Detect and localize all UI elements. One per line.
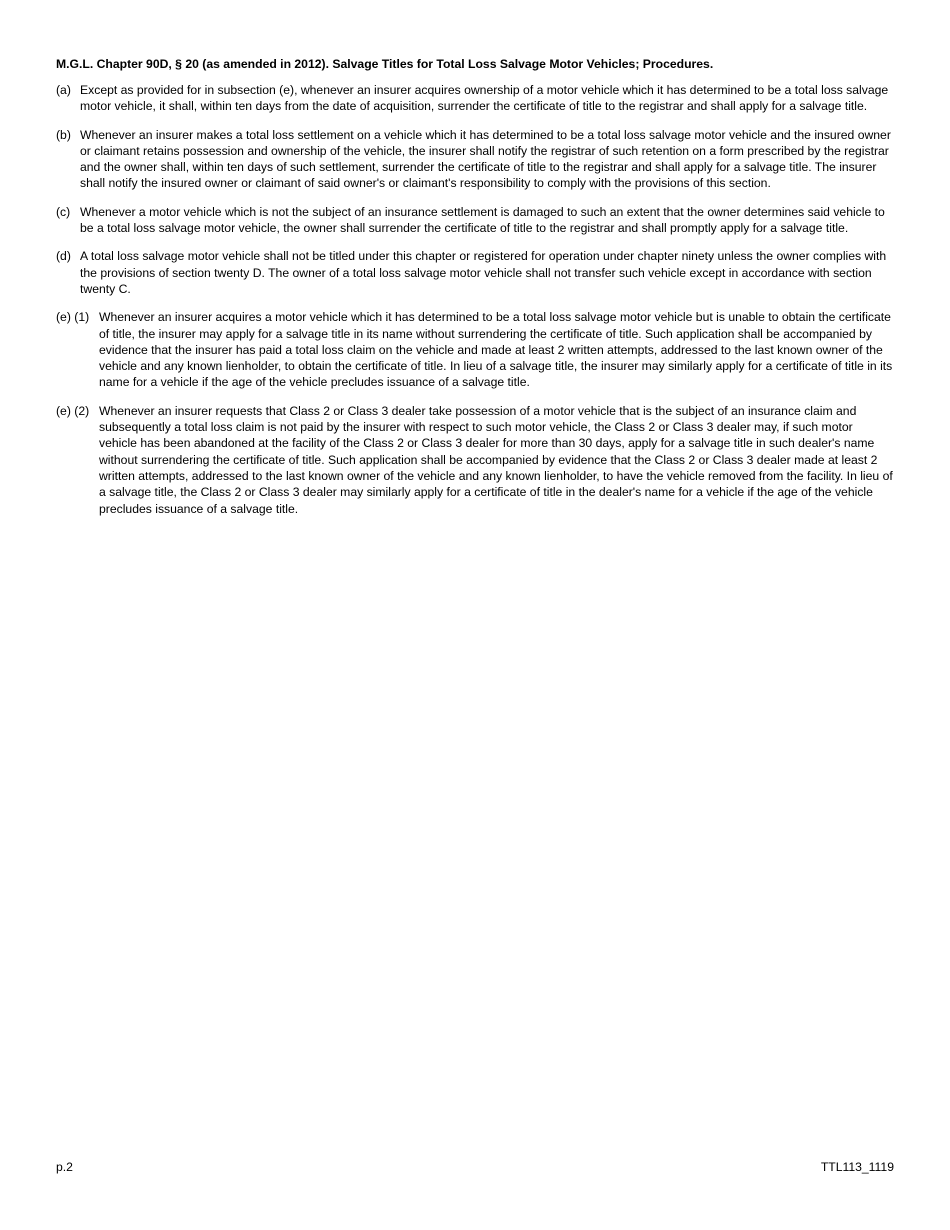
paragraph-text: Whenever an insurer makes a total loss settlement on a vehicle which it has determined to be a total loss salvage motor vehicle and the insured owner or claimant retains possession and ownership of the vehicle, the insurer shall notify the registrar of such retention on a form prescribed by the registrar and the owner shall, within ten days of such settlement, surrender the certificate of title to the registrar and shall apply for a salvage title. The insurer shall notify the insured owner or claimant of said owner's or claimant's responsibility to comply with the provisions of this section.	[80, 127, 891, 191]
paragraph-text: Whenever a motor vehicle which is not the subject of an insurance settlement is damaged to such an extent that the owner determines said vehicle to be a total loss salvage motor vehicle, the owner shall surrender the certificate of title to the registrar and shall promptly apply for a salvage title.	[80, 204, 885, 236]
paragraph-text: Except as provided for in subsection (e), whenever an insurer acquires ownership of a motor vehicle which it has determined to be a total loss salvage motor vehicle, it shall, within ten days from the date of acquisition, surrender the certificate of title to the registrar and shall apply for a salvage title.	[80, 83, 889, 114]
paragraph-a	[56, 82, 894, 115]
document-body	[56, 56, 894, 529]
paragraph-text: A total loss salvage motor vehicle shall not be titled under this chapter or registered for operation under chapter ninety unless the owner complies with the provisions of section twenty D. The owner of a total loss salvage motor vehicle shall not transfer such vehicle except in accordance with section twenty C.	[80, 249, 887, 296]
paragraph-b	[56, 127, 894, 192]
paragraph-d	[56, 248, 894, 297]
paragraph-e1	[56, 309, 894, 390]
paragraph-label: (c)	[56, 204, 71, 219]
page-number: p.2	[56, 1160, 73, 1174]
document-heading: M.G.L. Chapter 90D, § 20 (as amended in 2012). Salvage Titles for Total Loss Salvage Motor Vehicles; Procedures.	[56, 57, 714, 71]
paragraph-label: (d)	[56, 249, 71, 264]
paragraph-text: Whenever an insurer requests that Class 2 or Class 3 dealer take possession of a motor vehicle that is the subject of an insurance claim and subsequently a total loss claim is not paid by the insurer with respect to such motor vehicle, the Class 2 or Class 3 dealer may, if such motor vehicle has been abandoned at the facility of the Class 2 or Class 3 dealer for more than 30 days, apply for a salvage title in such dealer's name without surrendering the certificate of title. Such application shall be accompanied by evidence that the Class 2 or Class 3 dealer made at least 2 written attempts, addressed to the last known owner of the vehicle and any known lienholder, to have the vehicle removed from the facility. In lieu of a salvage title, the Class 2 or Class 3 dealer may similarly apply for a certificate of title in the dealer's name for a vehicle if the age of the vehicle precludes issuance of a salvage title.	[99, 403, 893, 516]
paragraph-label: (e) (1)	[56, 310, 90, 325]
paragraph-e2	[56, 403, 894, 517]
paragraph-text: Whenever an insurer acquires a motor vehicle which it has determined to be a total loss salvage motor vehicle but is unable to obtain the certificate of title, the insurer may apply for a salvage title in its name without surrendering the certificate of title. Such application shall be accompanied by evidence that the insurer has paid a total loss claim on the vehicle and made at least 2 written attempts, addressed to the last known owner of the vehicle and any known lienholder, to obtain the certificate of title. In lieu of a salvage title, the insurer may similarly apply for a certificate of title in its name for a vehicle if the age of the vehicle precludes issuance of a salvage title.	[99, 310, 893, 390]
form-code: TTL113_1119	[820, 1160, 894, 1174]
paragraph-label: (e) (2)	[56, 403, 90, 418]
paragraph-c	[56, 204, 894, 237]
paragraph-label: (a)	[56, 83, 71, 97]
paragraph-label: (b)	[56, 127, 71, 142]
